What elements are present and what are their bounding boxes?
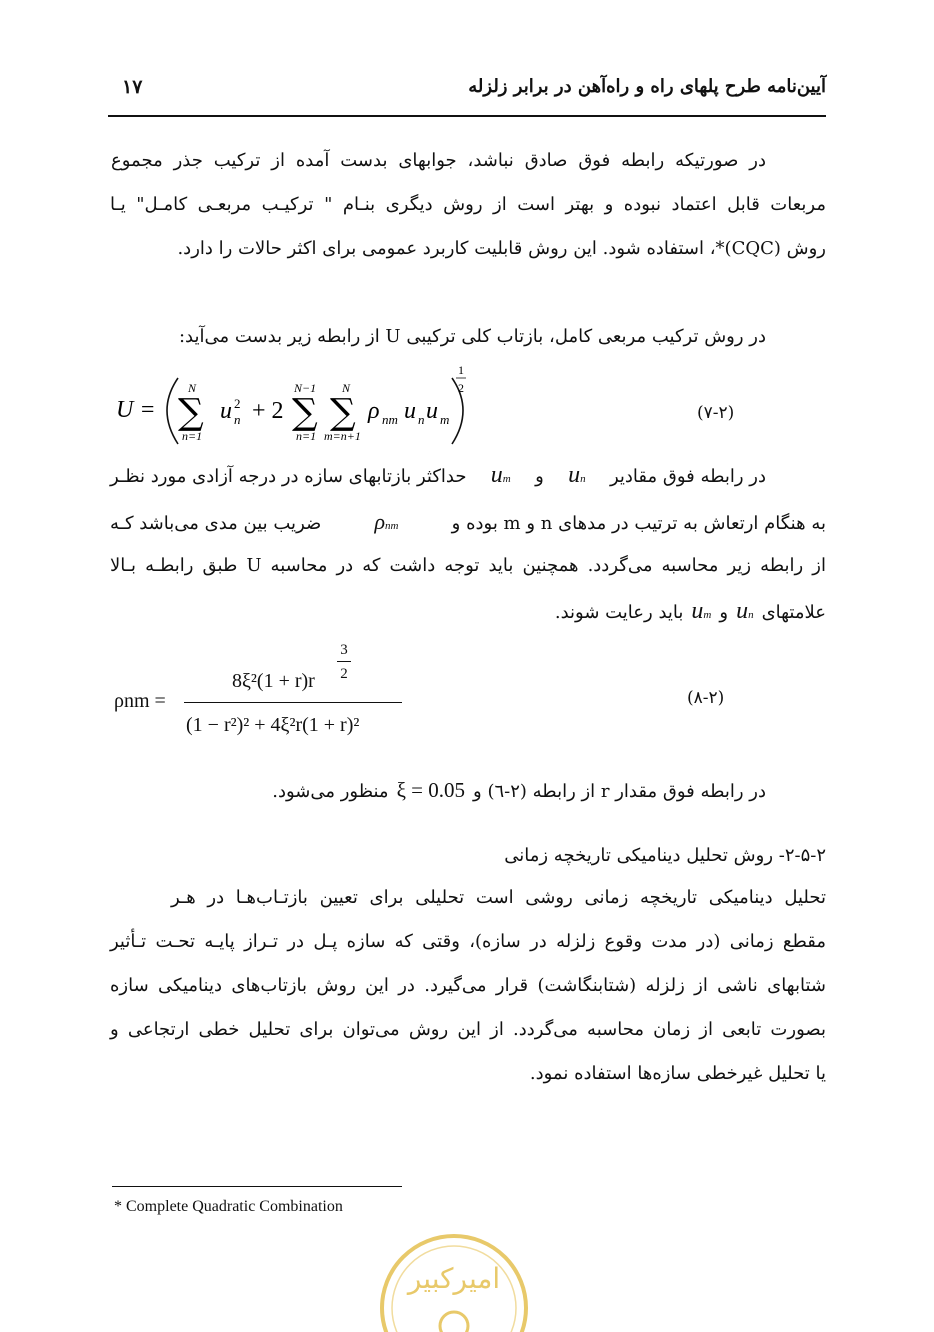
- para3-line1-a: در رابطه فوق مقادیر: [609, 466, 766, 487]
- para3-um: um: [490, 462, 511, 488]
- eq2-numerator-text: 8ξ²(1 + r)r: [232, 670, 315, 692]
- para3-line4-b: باید رعایت شوند.: [554, 602, 684, 623]
- eq1-sum2-bot: n=1: [296, 429, 317, 443]
- para3-line2-b: ضریب بین مدی می‌باشد کـه: [110, 513, 322, 534]
- eq2-lhs: ρnm =: [114, 690, 166, 712]
- eq1-sigma3: ∑: [330, 392, 356, 433]
- equation-7-2: [112, 360, 826, 450]
- para3-line2: [110, 509, 826, 539]
- para3-line3: از رابطه زیر محاسبه می‌گردد. همچنین باید توجه داشت که در محاسبه U طبق رابطـه بـالا: [110, 555, 826, 576]
- watermark-text: امیرکبیر: [407, 1262, 501, 1295]
- para5-line5: یا تحلیل غیرخطی سازه‌ها استفاده نمود.: [529, 1063, 826, 1084]
- eq2-number: (۸-۲): [687, 688, 725, 708]
- eq1-term1: u: [220, 398, 232, 424]
- eq2-numerator: [232, 670, 315, 693]
- eq1-exp-den: 2: [458, 381, 464, 395]
- eq1-sigma2: ∑: [292, 392, 318, 433]
- eq2-num-exp-bar: [337, 661, 351, 662]
- para5-line2: مقطع زمانی (در مدت وقوع زلزله در سازه)، وقتی که سازه پـل در تـراز پایـه تحـت تـأثیر: [110, 931, 826, 952]
- para4-text-a: در رابطه فوق مقدار r از رابطه (۲-٦) و: [473, 781, 766, 802]
- eq1-plus2: + 2: [252, 398, 284, 424]
- eq1-sum2-top: N−1: [294, 381, 317, 395]
- eq1-sum1-bot: n=1: [182, 429, 203, 443]
- para3-line4-a: علامتهای: [761, 602, 826, 623]
- header-rule: [108, 115, 826, 117]
- para5-line1: تحلیل دینامیکی تاریخچه زمانی روشی است تحلیلی برای تعیین بازتـاب‌هـا در هـر: [171, 887, 826, 908]
- eq1-term1-sup: 2: [234, 396, 241, 411]
- para3-line4-un: un: [736, 598, 754, 624]
- eq2-num-exp: [337, 642, 351, 682]
- para1-line2: مربعات قابل اعتماد نبوده و بهتر است از روش دیگری بنـام " ترکیـب مربعـی کامـل" یـا: [110, 194, 826, 215]
- page-number: ۱۷: [122, 76, 143, 98]
- para4-text-b: منظور می‌شود.: [272, 781, 389, 802]
- para3-un: un: [568, 462, 586, 488]
- eq1-um: u: [426, 398, 438, 424]
- eq1-un: u: [404, 398, 416, 424]
- para5-line3: شتابهای ناشی از زلزله (شتابنگاشت) قرار می‌گیرد. در این روش بازتاب‌های دینامیکی سازه: [110, 975, 826, 996]
- eq1-rho-sub: nm: [382, 412, 398, 427]
- eq1-un-sub: n: [418, 412, 425, 427]
- eq1-sum3-top: N: [342, 381, 351, 395]
- para1-line3: روش (CQC)*، استفاده شود. این روش قابلیت کاربرد عمومی برای اکثر حالات را دارد.: [177, 238, 826, 259]
- footnote-text: * Complete Quadratic Combination: [114, 1198, 343, 1215]
- watermark-seal-icon: [376, 1228, 532, 1332]
- eq2-fraction-bar: [184, 702, 402, 703]
- para3-line4-and: و: [719, 602, 729, 623]
- eq1-sigma1: ∑: [178, 392, 204, 433]
- eq1-sum3-bot: m=n+1: [324, 429, 361, 443]
- eq1-lhs: U =: [116, 397, 156, 423]
- eq1-sum1-top: N: [188, 381, 197, 395]
- equation-8-2: [112, 640, 826, 752]
- eq2-num-exp-bot: 2: [340, 666, 348, 682]
- para5-line4: بصورت تابعی از زمان محاسبه می‌گردد. از این روش می‌توان برای تحلیل خطی ارتجاعی و: [110, 1019, 826, 1040]
- eq1-svg: [112, 360, 582, 450]
- para3-and1: و: [535, 466, 544, 487]
- para2-line1: در روش ترکیب مربعی کامل، بازتاب کلی ترکیبی U از رابطه زیر بدست می‌آید:: [178, 326, 766, 347]
- para4-line: [110, 777, 766, 805]
- header-title: آیین‌نامه طرح پلهای راه و راه‌آهن در برابر زلزله: [468, 76, 826, 97]
- para3-line1: [110, 462, 766, 492]
- para1-line1: در صورتیکه رابطه فوق صادق نباشد، جوابهای بدست آمده از ترکیب جذر مجموع: [111, 150, 766, 171]
- page-header: [108, 70, 826, 110]
- para4-xi: ξ = 0.05: [396, 778, 466, 802]
- para3-line4: [110, 598, 826, 628]
- footnote-rule: [112, 1186, 402, 1187]
- eq2-num-exp-top: 3: [340, 642, 348, 658]
- eq1-number: (۷-۲): [697, 403, 735, 423]
- section-heading: ۲-۵-۲- روش تحلیل دینامیکی تاریخچه زمانی: [504, 845, 826, 866]
- para3-rho: ρnm: [374, 509, 399, 534]
- eq1-term1-sub: n: [234, 412, 241, 427]
- eq1-um-sub: m: [440, 412, 450, 427]
- para3-line1-b: حداکثر بازتابهای سازه در درجه آزادی مورد نظـر: [110, 466, 467, 487]
- eq1-rho: ρ: [368, 398, 380, 424]
- eq2-denominator: (1 − r²)² + 4ξ²r(1 + r)²: [186, 714, 360, 736]
- para3-line2-a: به هنگام ارتعاش به ترتیب در مدهای n و m بوده و: [451, 513, 826, 534]
- watermark-logo: [376, 1228, 532, 1332]
- eq1-left-paren: [167, 378, 178, 444]
- eq1-exp-num: 1: [458, 363, 464, 377]
- para3-line4-um: um: [691, 598, 712, 624]
